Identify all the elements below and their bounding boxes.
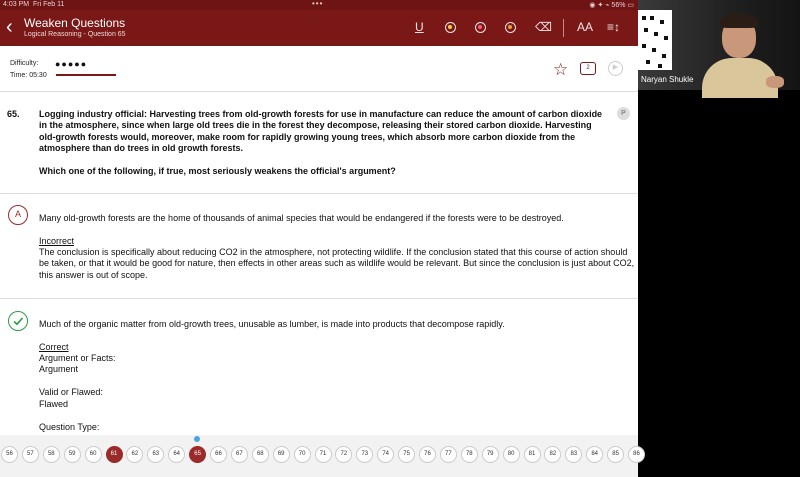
argument-label: Argument or Facts: (39, 353, 116, 363)
question-nav-button[interactable]: 59 (64, 446, 81, 463)
question-nav-button[interactable]: 81 (524, 446, 541, 463)
question-nav-button[interactable]: 56 (1, 446, 18, 463)
question-nav-button[interactable]: 74 (377, 446, 394, 463)
option-a-explanation: The conclusion is specifically about reducing CO2 in the atmosphere, not protecting wildlife. If the conclusion stated that this course of action should be taken, or that it would be good for nature, then effects in other areas such as wildlife would be relevant. But since the conclusion is just about CO2, this answer is out of scope. (39, 247, 635, 280)
page-subtitle: Logical Reasoning - Question 65 (24, 31, 126, 38)
play-icon[interactable]: ▶ (608, 61, 623, 76)
multitask-dots-icon[interactable]: ••• (312, 0, 324, 8)
star-icon[interactable]: ☆ (553, 60, 569, 79)
highlight-yellow-icon[interactable] (445, 22, 456, 33)
participant-name: Naryan Shukle (641, 75, 694, 84)
question-nav-button[interactable]: 58 (43, 446, 60, 463)
highlight-pink-icon[interactable] (475, 22, 486, 33)
question-nav-button[interactable]: 71 (315, 446, 332, 463)
status-bar (0, 0, 638, 10)
question-nav-button[interactable]: 65 (189, 446, 206, 463)
option-a-verdict: Incorrect (39, 236, 75, 246)
timer-progress (56, 74, 116, 76)
difficulty-bar (0, 46, 638, 92)
divider (0, 298, 638, 299)
question-nav-button[interactable]: 77 (440, 446, 457, 463)
page-title: Weaken Questions (24, 16, 126, 30)
question-nav-button[interactable]: 66 (210, 446, 227, 463)
question-nav-button[interactable]: 63 (147, 446, 164, 463)
question-nav-button[interactable]: 82 (544, 446, 561, 463)
current-marker-dot (194, 436, 200, 442)
question-nav-button[interactable]: 80 (503, 446, 520, 463)
header-bar (0, 10, 638, 46)
divider (0, 193, 638, 194)
question-nav-button[interactable]: 57 (22, 446, 39, 463)
question-nav-button[interactable]: 69 (273, 446, 290, 463)
question-stem: Logging industry official: Harvesting trees from old-growth forests for use in manufacture can reduce the amount of carbon dioxide in the atmosphere, since when large old trees die in the forest they decompose, releasing their stored carbon dioxide. Harvesting old-growth forests would, moreover, make room for rapidly growing young trees, which absorb more carbon dioxide from the atmosphere than do trees in old growth forests. (39, 109, 603, 154)
back-chevron-icon[interactable]: ‹ (6, 16, 13, 38)
question-nav-button[interactable]: 76 (419, 446, 436, 463)
question-prompt: Which one of the following, if true, most seriously weakens the official's argument? (39, 166, 396, 176)
valid-value: Flawed (39, 399, 69, 409)
eraser-icon[interactable]: ⌫ (535, 20, 552, 34)
question-nav-button[interactable]: 64 (168, 446, 185, 463)
question-nav-button[interactable]: 85 (607, 446, 624, 463)
crossword-board (638, 10, 672, 70)
question-nav-button[interactable]: 60 (85, 446, 102, 463)
question-navigator (0, 435, 638, 477)
sort-icon[interactable]: ≡↕ (607, 20, 621, 34)
question-nav-button[interactable]: 68 (252, 446, 269, 463)
difficulty-label: Difficulty: (10, 60, 39, 67)
question-nav-button[interactable]: 84 (586, 446, 603, 463)
valid-label: Valid or Flawed: (39, 387, 103, 397)
question-number: 65. (7, 109, 20, 119)
question-nav-button[interactable]: 79 (482, 446, 499, 463)
question-nav-button[interactable]: 86 (628, 446, 645, 463)
status-time: 4:03 PM Fri Feb 11 (3, 1, 65, 8)
question-nav-button[interactable]: 75 (398, 446, 415, 463)
battery-percent: 56% (611, 2, 626, 9)
underline-icon[interactable]: U (415, 20, 424, 34)
text-size-icon[interactable]: AA (577, 20, 594, 34)
toolbar-divider (563, 19, 564, 37)
question-nav-button[interactable]: 61 (106, 446, 123, 463)
question-nav-button[interactable]: 72 (335, 446, 352, 463)
question-nav-button[interactable]: 83 (565, 446, 582, 463)
timer-label: Time: 05:30 (10, 72, 47, 79)
argument-value: Argument (39, 364, 79, 374)
flag-badge[interactable]: P (617, 107, 630, 120)
difficulty-dots: ●●●●● (55, 59, 88, 69)
question-nav-button[interactable]: 70 (294, 446, 311, 463)
correct-check-icon[interactable] (8, 311, 28, 331)
highlight-orange-icon[interactable] (505, 22, 516, 33)
option-a-text[interactable]: Many old-growth forests are the home of thousands of animal species that would be endangered if the forests were to be destroyed. (39, 213, 564, 223)
status-right: ◉ ✦ ⌁ 56% ▭ (589, 2, 634, 9)
question-type-label: Question Type: (39, 422, 100, 432)
question-nav-button[interactable]: 67 (231, 446, 248, 463)
question-nav-button[interactable]: 62 (126, 446, 143, 463)
option-b-verdict: Correct (39, 342, 69, 352)
option-a-badge[interactable]: A (8, 205, 28, 225)
timer-value: 05:30 (29, 72, 47, 79)
chat-icon[interactable]: 2 (580, 62, 596, 75)
question-nav-button[interactable]: 73 (356, 446, 373, 463)
question-nav-button[interactable]: 78 (461, 446, 478, 463)
option-b-text[interactable]: Much of the organic matter from old-growth trees, unusable as lumber, is made into products that decompose rapidly. (39, 319, 505, 329)
